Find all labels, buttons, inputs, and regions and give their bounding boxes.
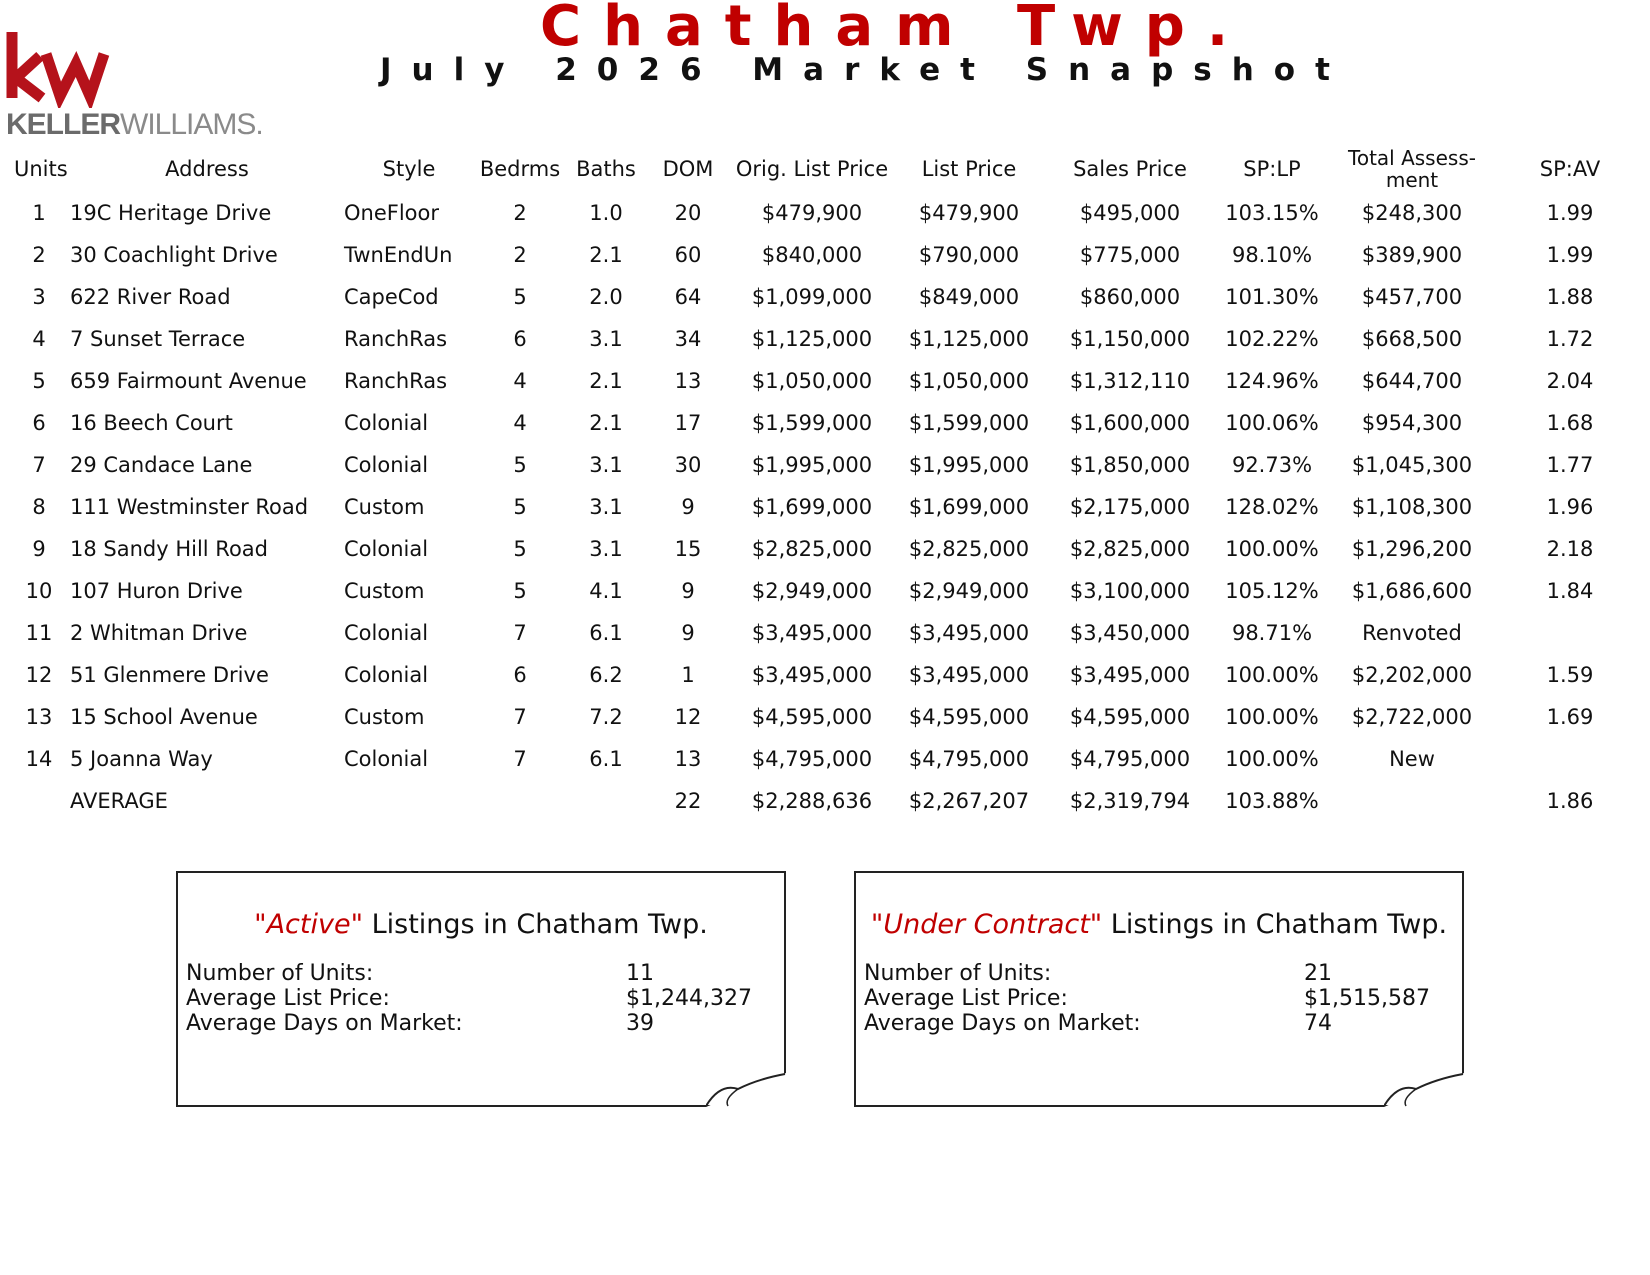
cell-list-price: $4,595,000 [908,705,1030,729]
cell-orig-list-price: $1,699,000 [751,495,873,519]
cell-orig-list-price: $1,050,000 [751,369,873,393]
cell-sp-av: 2.04 [1546,369,1594,393]
cell-sp-lp: 105.12% [1225,579,1319,603]
cell-dom: 12 [674,705,702,729]
active-number-of-units: Number of Units: 11 [186,961,654,986]
cell-dom: 64 [674,285,702,309]
cell-unit: 11 [25,621,53,645]
cell-sales-price: $2,319,794 [1069,789,1191,813]
column-header-total-assessment: Total Assess-ment [1348,146,1476,192]
under-contract-average-list-price: Average List Price: $1,515,587 [864,986,1430,1011]
cell-sp-av: 1.88 [1546,285,1594,309]
sales-table [8,146,1644,822]
table-row [8,738,1644,780]
column-header-sp-av: SP:AV [1539,157,1601,181]
cell-style: RanchRas [344,327,448,351]
active-listings-heading: "Active" Listings in Chatham Twp. [254,909,708,940]
cell-sales-price: $2,175,000 [1069,495,1191,519]
cell-sp-lp: 100.00% [1225,705,1319,729]
cell-unit: 3 [32,285,46,309]
cell-address: 5 Joanna Way [70,747,213,771]
cell-baths: 7.2 [589,705,623,729]
cell-orig-list-price: $479,900 [761,201,863,225]
cell-total-assessment [1328,780,1496,822]
cell-dom: 9 [681,621,695,645]
cell-baths: 4.1 [589,579,623,603]
under-contract-listings-card [854,871,1464,1107]
table-row [8,528,1644,570]
table-row [8,444,1644,486]
cell-address: 29 Candace Lane [70,453,253,477]
table-row [8,234,1644,276]
cell-dom: 34 [674,327,702,351]
cell-unit: 6 [32,411,46,435]
cell-baths: 2.0 [589,285,623,309]
cell-list-price: $1,050,000 [908,369,1030,393]
cell-orig-list-price: $4,795,000 [751,747,873,771]
cell-baths: 2.1 [589,369,623,393]
column-header-list-price: List Price [921,157,1017,181]
cell-orig-list-price: $2,825,000 [751,537,873,561]
cell-list-price: $1,125,000 [908,327,1030,351]
cell-style: RanchRas [344,369,448,393]
cell-style: Colonial [344,411,429,435]
cell-unit: 4 [32,327,46,351]
cell-address: 51 Glenmere Drive [70,663,269,687]
table-row [8,570,1644,612]
table-body [8,192,1644,822]
cell-unit: 7 [32,453,46,477]
cell-baths: 3.1 [589,495,623,519]
cell-list-price: $790,000 [918,243,1020,267]
column-header-orig-list-price: Orig. List Price [735,157,889,181]
cell-dom: 15 [674,537,702,561]
cell-sales-price: $2,825,000 [1069,537,1191,561]
cell-list-price: $1,599,000 [908,411,1030,435]
cell-style: Colonial [344,621,429,645]
cell-bedrms: 2 [513,201,527,225]
cell-bedrms: 4 [513,369,527,393]
cell-total-assessment: $1,686,600 [1351,579,1473,603]
under-contract-number-of-units: Number of Units: 21 [864,961,1332,986]
cell-orig-list-price: $2,288,636 [751,789,873,813]
cell-list-price: $3,495,000 [908,621,1030,645]
cell-baths: 6.1 [589,747,623,771]
cell-sp-lp: 103.88% [1225,789,1319,813]
cell-orig-list-price: $1,099,000 [751,285,873,309]
cell-sp-av: 1.96 [1546,495,1594,519]
table-row [8,696,1644,738]
cell-sp-lp: 100.06% [1225,411,1319,435]
cell-sp-av: 1.84 [1546,579,1594,603]
cell-orig-list-price: $4,595,000 [751,705,873,729]
cell-baths: 2.1 [589,243,623,267]
cell-style: Custom [344,579,425,603]
cell-baths: 2.1 [589,411,623,435]
cell-list-price: $4,795,000 [908,747,1030,771]
cell-list-price: $1,699,000 [908,495,1030,519]
cell-sales-price: $3,495,000 [1069,663,1191,687]
cell-total-assessment: $1,045,300 [1351,453,1473,477]
cell-bedrms: 4 [513,411,527,435]
cell-baths [566,780,646,822]
active-listings-card [176,871,786,1107]
cell-dom: 13 [674,369,702,393]
cell-unit: 13 [25,705,53,729]
cell-sp-av: 1.86 [1546,789,1594,813]
cell-orig-list-price: $1,995,000 [751,453,873,477]
cell-sales-price: $1,850,000 [1069,453,1191,477]
cell-address: 7 Sunset Terrace [70,327,246,351]
cell-dom: 17 [674,411,702,435]
cell-style: Custom [344,495,425,519]
page-curl-icon [1384,1073,1464,1107]
cell-list-price: $2,825,000 [908,537,1030,561]
cell-dom: 22 [674,789,702,813]
cell-orig-list-price: $3,495,000 [751,621,873,645]
cell-bedrms: 6 [513,327,527,351]
cell-unit: 9 [32,537,46,561]
page-subtitle: July 2026 Market Snapshot [380,52,1350,88]
table-row [8,360,1644,402]
cell-bedrms: 5 [513,537,527,561]
cell-sp-lp: 101.30% [1225,285,1319,309]
column-header-units: Units [14,157,68,181]
cell-bedrms: 7 [513,747,527,771]
cell-address: 622 River Road [70,285,231,309]
cell-style: Colonial [344,663,429,687]
cell-sp-lp: 98.71% [1231,621,1313,645]
table-header-row [8,146,1644,192]
cell-unit: 10 [25,579,53,603]
cell-unit: 12 [25,663,53,687]
cell-style: CapeCod [344,285,439,309]
cell-sp-av: 2.18 [1546,537,1594,561]
cell-sales-price: $3,450,000 [1069,621,1191,645]
cell-bedrms: 6 [513,663,527,687]
cell-total-assessment: $668,500 [1361,327,1463,351]
cell-orig-list-price: $840,000 [761,243,863,267]
cell-address: 111 Westminster Road [70,495,309,519]
keller-williams-logo [4,28,263,146]
cell-sp-av [1496,612,1644,654]
cell-sales-price: $4,795,000 [1069,747,1191,771]
cell-bedrms [474,780,566,822]
average-row [8,780,1644,822]
cell-sp-lp: 100.00% [1225,537,1319,561]
cell-dom: 13 [674,747,702,771]
cell-bedrms: 7 [513,621,527,645]
page-curl-icon [706,1073,786,1107]
cell-sp-av: 1.99 [1546,201,1594,225]
cell-sp-lp: 124.96% [1225,369,1319,393]
cell-sales-price: $775,000 [1079,243,1181,267]
cell-sales-price: $1,150,000 [1069,327,1191,351]
cell-dom: 60 [674,243,702,267]
cell-sp-av: 1.59 [1546,663,1594,687]
column-header-bedrms: Bedrms [479,157,561,181]
table-row [8,318,1644,360]
cell-sp-lp: 98.10% [1231,243,1313,267]
cell-style [344,780,474,822]
cell-baths: 6.2 [589,663,623,687]
cell-unit [8,780,70,822]
cell-baths: 3.1 [589,327,623,351]
cell-sales-price: $1,600,000 [1069,411,1191,435]
cell-unit: 14 [25,747,53,771]
table-row [8,276,1644,318]
cell-sp-av: 1.69 [1546,705,1594,729]
cell-style: Colonial [344,747,429,771]
column-header-sales-price: Sales Price [1073,157,1187,181]
cell-bedrms: 5 [513,495,527,519]
cell-sp-av: 1.68 [1546,411,1594,435]
cell-address: 2 Whitman Drive [70,621,248,645]
column-header-sp-lp: SP:LP [1243,157,1301,181]
cell-address: 30 Coachlight Drive [70,243,278,267]
cell-baths: 3.1 [589,537,623,561]
cell-total-assessment: $954,300 [1361,411,1463,435]
table-row [8,402,1644,444]
cell-sales-price: $4,595,000 [1069,705,1191,729]
cell-list-price: $1,995,000 [908,453,1030,477]
cell-total-assessment: Renvoted [1362,621,1462,645]
cell-dom: 1 [681,663,695,687]
cell-sp-av: 1.72 [1546,327,1594,351]
cell-bedrms: 5 [513,285,527,309]
cell-list-price: $3,495,000 [908,663,1030,687]
under-contract-listings-heading: "Under Contract" Listings in Chatham Twp. [870,909,1448,940]
cell-list-price: $2,267,207 [908,789,1030,813]
cell-address: 15 School Avenue [70,705,258,729]
cell-sp-lp: 128.02% [1225,495,1319,519]
cell-sales-price: $1,312,110 [1069,369,1191,393]
cell-sp-lp: 102.22% [1225,327,1319,351]
table-row [8,192,1644,234]
cell-total-assessment: $2,722,000 [1351,705,1473,729]
cell-sp-lp: 100.00% [1225,663,1319,687]
column-header-baths: Baths [576,157,636,181]
cell-orig-list-price: $1,599,000 [751,411,873,435]
cell-dom: 30 [674,453,702,477]
page-title: Chatham Twp. [540,0,1251,59]
cell-sales-price: $860,000 [1079,285,1181,309]
cell-unit: 1 [32,201,46,225]
kw-logo-mark-icon [4,28,114,108]
cell-address: 18 Sandy Hill Road [70,537,269,561]
column-header-address: Address [165,157,249,181]
cell-unit: 2 [32,243,46,267]
cell-bedrms: 2 [513,243,527,267]
cell-orig-list-price: $3,495,000 [751,663,873,687]
cell-list-price: $479,900 [918,201,1020,225]
keller-williams-wordmark: KELLERWILLIAMS. [6,108,263,141]
cell-total-assessment: New [1389,747,1435,771]
cell-baths: 3.1 [589,453,623,477]
cell-sp-av: 1.77 [1546,453,1594,477]
cell-address: 659 Fairmount Avenue [70,369,307,393]
cell-sales-price: $3,100,000 [1069,579,1191,603]
cell-dom: 9 [681,579,695,603]
cell-style: Colonial [344,453,429,477]
cell-sp-lp: 100.00% [1225,747,1319,771]
cell-sales-price: $495,000 [1079,201,1181,225]
cell-style: TwnEndUn [344,243,453,267]
cell-address: 19C Heritage Drive [70,201,272,225]
cell-bedrms: 5 [513,579,527,603]
cell-list-price: $849,000 [918,285,1020,309]
cell-unit: 8 [32,495,46,519]
cell-style: Custom [344,705,425,729]
cell-style: OneFloor [344,201,440,225]
active-average-list-price: Average List Price: $1,244,327 [186,986,752,1011]
cell-address: AVERAGE [70,789,168,813]
cell-sp-lp: 103.15% [1225,201,1319,225]
cell-list-price: $2,949,000 [908,579,1030,603]
cell-address: 16 Beech Court [70,411,233,435]
cell-total-assessment: $389,900 [1361,243,1463,267]
under-contract-average-days-on-market: Average Days on Market: 74 [864,1011,1332,1036]
column-header-style: Style [382,157,436,181]
table-row [8,486,1644,528]
cell-sp-av: 1.99 [1546,243,1594,267]
cell-style: Colonial [344,537,429,561]
cell-total-assessment: $644,700 [1361,369,1463,393]
cell-total-assessment: $457,700 [1361,285,1463,309]
cell-baths: 1.0 [589,201,623,225]
column-header-dom: DOM [662,157,714,181]
table-row [8,654,1644,696]
cell-orig-list-price: $2,949,000 [751,579,873,603]
cell-total-assessment: $248,300 [1361,201,1463,225]
cell-unit: 5 [32,369,46,393]
active-average-days-on-market: Average Days on Market: 39 [186,1011,654,1036]
cell-sp-lp: 92.73% [1231,453,1313,477]
cell-total-assessment: $2,202,000 [1351,663,1473,687]
cell-total-assessment: $1,108,300 [1351,495,1473,519]
cell-baths: 6.1 [589,621,623,645]
table-row [8,612,1644,654]
cell-bedrms: 5 [513,453,527,477]
cell-sp-av [1496,738,1644,780]
cell-dom: 20 [674,201,702,225]
cell-dom: 9 [681,495,695,519]
cell-bedrms: 7 [513,705,527,729]
cell-orig-list-price: $1,125,000 [751,327,873,351]
cell-address: 107 Huron Drive [70,579,243,603]
cell-total-assessment: $1,296,200 [1351,537,1473,561]
